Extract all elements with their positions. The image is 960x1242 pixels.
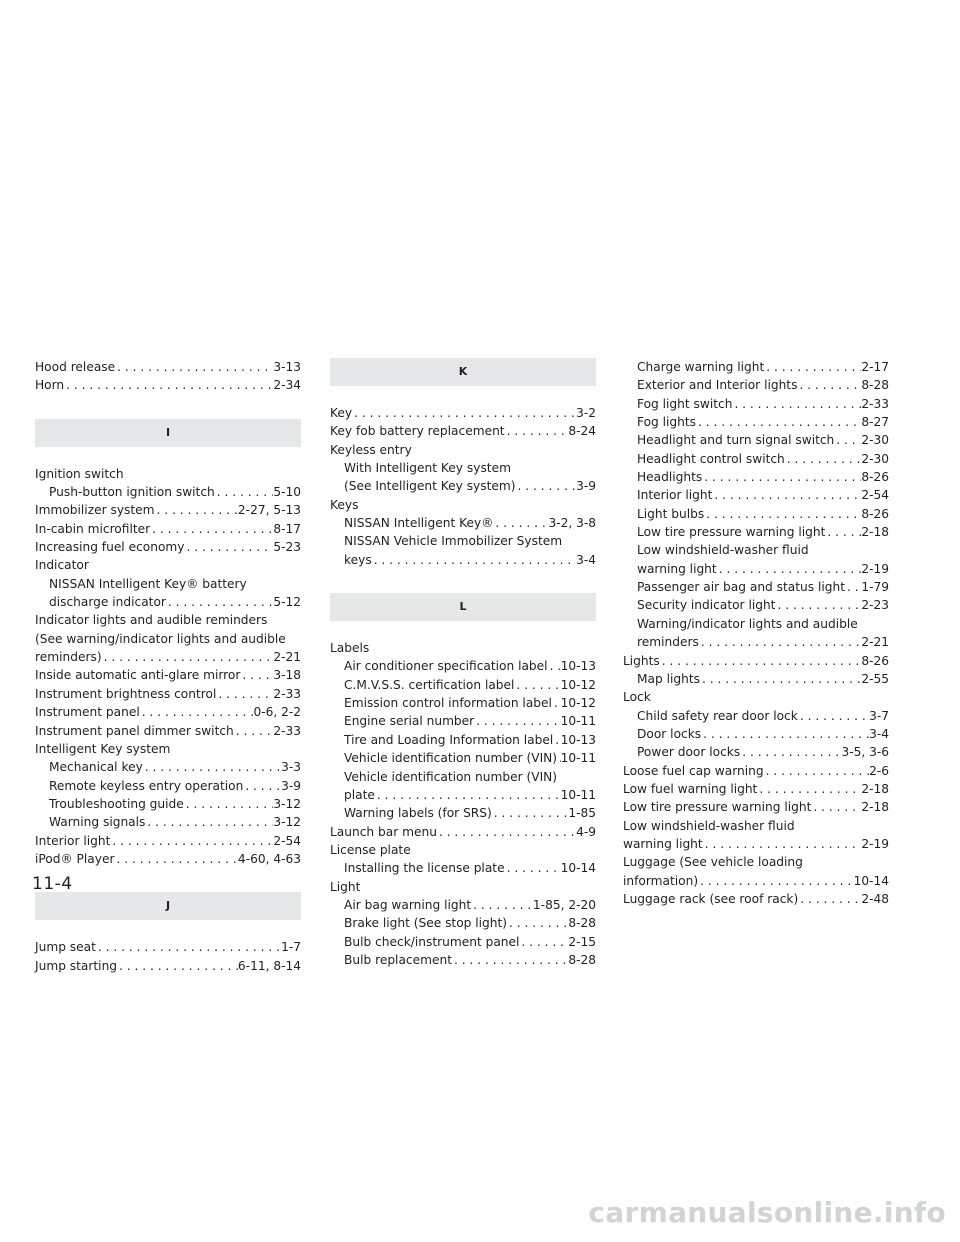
entry-term: Instrument brightness control bbox=[35, 686, 217, 701]
index-entry bbox=[35, 483, 301, 501]
index-heading: Lock bbox=[623, 690, 651, 705]
index-entry bbox=[35, 593, 301, 611]
index-entry bbox=[623, 450, 889, 468]
entry-term: Power door locks bbox=[637, 745, 741, 760]
index-entry bbox=[623, 743, 889, 761]
dot-leader bbox=[785, 450, 862, 468]
index-entry bbox=[623, 725, 889, 743]
index-heading: With Intelligent Key system bbox=[344, 461, 511, 476]
entry-term: Bulb check/instrument panel bbox=[344, 934, 520, 949]
dot-leader bbox=[660, 652, 862, 670]
dot-leader bbox=[64, 376, 273, 394]
dot-leader bbox=[757, 780, 861, 798]
entry-page-ref: 2-19 bbox=[861, 836, 889, 851]
index-entry bbox=[35, 685, 301, 703]
index-entry bbox=[35, 777, 301, 795]
dot-leader bbox=[240, 666, 273, 684]
index-entry bbox=[35, 358, 301, 376]
entry-term: warning light bbox=[623, 836, 703, 851]
dot-leader bbox=[845, 578, 861, 596]
index-entry bbox=[330, 804, 596, 822]
entry-term: Push-button ignition switch bbox=[49, 485, 215, 500]
dot-leader bbox=[775, 596, 861, 614]
index-entry bbox=[623, 376, 889, 394]
entry-term: NISSAN Intelligent Key® bbox=[344, 516, 494, 531]
section-header: L bbox=[330, 593, 596, 621]
entry-term: Key bbox=[330, 406, 353, 420]
entry-term: iPod® Player bbox=[35, 851, 115, 866]
entry-term: Emission control information label bbox=[344, 696, 552, 711]
entry-page-ref: 8-17 bbox=[273, 521, 301, 536]
dot-leader bbox=[505, 859, 561, 877]
entry-term: Door locks bbox=[637, 726, 702, 741]
entry-term: Charge warning light bbox=[637, 360, 765, 374]
index-entry bbox=[35, 501, 301, 519]
entry-term: Luggage rack (see roof rack) bbox=[623, 891, 799, 906]
dot-leader bbox=[514, 676, 560, 694]
entry-page-ref: 3-2 bbox=[576, 406, 596, 420]
entry-term: Fog light switch bbox=[637, 396, 733, 411]
index-entry bbox=[623, 780, 889, 798]
entry-term: Loose fuel cap warning bbox=[623, 763, 764, 778]
index-entry bbox=[623, 358, 889, 376]
entry-page-ref: 2-33 bbox=[273, 686, 301, 701]
dot-leader bbox=[702, 468, 861, 486]
dot-leader bbox=[798, 707, 869, 725]
index-entry bbox=[330, 404, 596, 422]
dot-leader bbox=[703, 835, 862, 853]
index-entry bbox=[35, 703, 301, 721]
entry-page-ref: 8-26 bbox=[861, 470, 889, 485]
index-entry bbox=[330, 823, 596, 841]
entry-term: Increasing fuel economy bbox=[35, 540, 185, 555]
index-entry bbox=[623, 413, 889, 431]
entry-page-ref: 3-5, 3-6 bbox=[841, 745, 889, 760]
entry-page-ref: 2-34 bbox=[273, 378, 301, 393]
index-heading: Low windshield-washer fluid bbox=[637, 543, 809, 558]
entry-term: Warning signals bbox=[49, 815, 146, 830]
dot-leader bbox=[143, 758, 281, 776]
entry-term: Tire and Loading Information label bbox=[344, 732, 554, 747]
index-entry bbox=[330, 951, 596, 969]
dot-leader bbox=[140, 703, 254, 721]
entry-page-ref: 8-28 bbox=[568, 916, 596, 931]
dot-leader bbox=[552, 694, 561, 712]
dot-leader bbox=[834, 431, 861, 449]
dot-leader bbox=[740, 743, 841, 761]
dot-leader bbox=[701, 725, 869, 743]
dot-leader bbox=[700, 670, 861, 688]
entry-page-ref: 5-12 bbox=[273, 595, 301, 610]
index-entry bbox=[623, 670, 889, 688]
entry-page-ref: 2-27, 5-13 bbox=[237, 503, 301, 518]
entry-term: Remote keyless entry operation bbox=[49, 778, 244, 793]
entry-term: Immobilizer system bbox=[35, 503, 155, 518]
entry-page-ref: 2-54 bbox=[861, 488, 889, 503]
dot-leader bbox=[492, 804, 569, 822]
entry-term: Headlight control switch bbox=[637, 451, 785, 466]
entry-term: Low fuel warning light bbox=[623, 781, 758, 796]
section-header: J bbox=[35, 892, 301, 920]
dot-leader bbox=[452, 951, 568, 969]
dot-leader bbox=[375, 786, 561, 804]
entry-page-ref: 3-12 bbox=[273, 796, 301, 811]
entry-page-ref: 2-55 bbox=[861, 671, 889, 686]
entry-page-ref: 1-79 bbox=[861, 580, 889, 595]
dot-leader bbox=[696, 413, 861, 431]
entry-term: Light bulbs bbox=[637, 506, 705, 521]
entry-term: Air conditioner specification label bbox=[344, 659, 548, 674]
entry-term: discharge indicator bbox=[49, 595, 166, 610]
dot-leader bbox=[553, 731, 560, 749]
index-entry bbox=[35, 722, 301, 740]
dot-leader bbox=[764, 358, 861, 376]
index-entry bbox=[35, 648, 301, 666]
entry-term: reminders) bbox=[35, 650, 102, 665]
index-heading: Labels bbox=[330, 641, 370, 656]
index-heading: Indicator bbox=[35, 558, 89, 573]
dot-leader bbox=[372, 551, 576, 569]
index-entry bbox=[330, 676, 596, 694]
entry-page-ref: 1-85, 2-20 bbox=[532, 897, 596, 912]
index-entry bbox=[330, 477, 596, 495]
entry-term: Low tire pressure warning light bbox=[637, 525, 826, 540]
index-entry bbox=[35, 938, 301, 956]
entry-page-ref: 6-11, 8-14 bbox=[237, 958, 301, 973]
dot-leader bbox=[507, 914, 568, 932]
entry-term: Exterior and Interior lights bbox=[637, 378, 798, 393]
dot-leader bbox=[698, 872, 853, 890]
entry-page-ref: 2-23 bbox=[861, 598, 889, 613]
entry-page-ref: 2-54 bbox=[273, 833, 301, 848]
dot-leader bbox=[712, 486, 861, 504]
index-entry bbox=[623, 707, 889, 725]
index-entry bbox=[623, 486, 889, 504]
dot-leader bbox=[102, 648, 274, 666]
index-entry bbox=[330, 694, 596, 712]
index-entry bbox=[623, 505, 889, 523]
index-entry bbox=[330, 786, 596, 804]
dot-leader bbox=[811, 798, 861, 816]
entry-page-ref: 3-2, 3-8 bbox=[548, 516, 596, 531]
dot-leader bbox=[493, 514, 548, 532]
entry-page-ref: 4-9 bbox=[576, 824, 596, 839]
entry-term: Headlights bbox=[637, 470, 703, 485]
dot-leader bbox=[110, 832, 273, 850]
index-entry bbox=[623, 762, 889, 780]
entry-term: In-cabin microfilter bbox=[35, 521, 151, 536]
entry-term: Low tire pressure warning light bbox=[623, 800, 812, 815]
index-entry bbox=[35, 376, 301, 394]
entry-term: Engine serial number bbox=[344, 714, 475, 729]
dot-leader bbox=[519, 933, 568, 951]
dot-leader bbox=[216, 685, 273, 703]
entry-page-ref: 10-11 bbox=[560, 787, 596, 802]
dot-leader bbox=[114, 850, 237, 868]
entry-page-ref: 2-21 bbox=[861, 635, 889, 650]
entry-page-ref: 2-30 bbox=[861, 433, 889, 448]
entry-page-ref: 3-4 bbox=[576, 552, 596, 567]
entry-page-ref: 2-19 bbox=[861, 561, 889, 576]
entry-term: Interior light bbox=[35, 833, 111, 848]
index-column-2 bbox=[330, 358, 596, 969]
index-heading: Light bbox=[330, 879, 361, 894]
entry-term: (See Intelligent Key system) bbox=[344, 479, 516, 494]
index-entry bbox=[623, 468, 889, 486]
entry-page-ref: 8-24 bbox=[568, 424, 596, 439]
index-entry bbox=[623, 578, 889, 596]
entry-term: Warning labels (for SRS) bbox=[344, 806, 492, 821]
index-entry bbox=[623, 560, 889, 578]
entry-term: Security indicator light bbox=[637, 598, 776, 613]
entry-term: Launch bar menu bbox=[330, 824, 437, 839]
entry-page-ref: 10-11 bbox=[560, 751, 596, 766]
dot-leader bbox=[234, 722, 274, 740]
dot-leader bbox=[166, 593, 273, 611]
index-entry bbox=[330, 914, 596, 932]
entry-page-ref: 2-18 bbox=[861, 781, 889, 796]
dot-leader bbox=[352, 404, 576, 422]
entry-term: Map lights bbox=[637, 671, 700, 686]
entry-page-ref: 2-33 bbox=[861, 396, 889, 411]
entry-page-ref: 3-9 bbox=[281, 778, 301, 793]
index-entry bbox=[35, 957, 301, 975]
entry-page-ref: 8-26 bbox=[861, 506, 889, 521]
dot-leader bbox=[548, 657, 561, 675]
dot-leader bbox=[474, 712, 560, 730]
dot-leader bbox=[155, 501, 238, 519]
index-entry bbox=[623, 872, 889, 890]
entry-term: Passenger air bag and status light bbox=[637, 580, 846, 595]
index-entry bbox=[330, 551, 596, 569]
index-entry bbox=[623, 395, 889, 413]
entry-term: Hood release bbox=[35, 360, 116, 374]
entry-page-ref: 3-9 bbox=[576, 479, 596, 494]
index-entry bbox=[330, 859, 596, 877]
dot-leader bbox=[797, 376, 861, 394]
index-heading: Vehicle identification number (VIN) bbox=[344, 769, 558, 784]
entry-term: reminders bbox=[637, 635, 699, 650]
dot-leader bbox=[717, 560, 862, 578]
section-header: K bbox=[330, 358, 596, 386]
dot-leader bbox=[215, 483, 274, 501]
entry-page-ref: 0-6, 2-2 bbox=[253, 705, 301, 720]
index-entry bbox=[623, 652, 889, 670]
dot-leader bbox=[699, 633, 862, 651]
entry-page-ref: 10-12 bbox=[560, 696, 596, 711]
entry-term: Air bag warning light bbox=[344, 897, 472, 912]
index-heading: Luggage (See vehicle loading bbox=[623, 855, 803, 870]
entry-page-ref: 3-13 bbox=[273, 360, 301, 374]
dot-leader bbox=[825, 523, 861, 541]
entry-term: Fog lights bbox=[637, 415, 697, 430]
entry-term: Bulb replacement bbox=[344, 952, 452, 967]
entry-term: Jump seat bbox=[35, 940, 96, 955]
dot-leader bbox=[437, 823, 576, 841]
index-entry bbox=[330, 422, 596, 440]
index-heading: (See warning/indicator lights and audible bbox=[35, 631, 286, 646]
dot-leader bbox=[243, 777, 281, 795]
entry-term: Troubleshooting guide bbox=[49, 796, 184, 811]
index-heading: License plate bbox=[330, 842, 411, 857]
dot-leader bbox=[185, 538, 274, 556]
entry-term: Mechanical key bbox=[49, 760, 143, 775]
entry-page-ref: 3-18 bbox=[273, 668, 301, 683]
entry-term: Lights bbox=[623, 653, 660, 668]
section-header: I bbox=[35, 419, 301, 447]
index-entry bbox=[623, 431, 889, 449]
index-column-1 bbox=[35, 358, 301, 975]
entry-page-ref: 2-15 bbox=[568, 934, 596, 949]
index-heading: NISSAN Vehicle Immobilizer System bbox=[344, 534, 563, 549]
entry-page-ref: 10-13 bbox=[560, 659, 596, 674]
dot-leader bbox=[96, 938, 281, 956]
index-heading: Keyless entry bbox=[330, 442, 412, 457]
index-heading: Intelligent Key system bbox=[35, 741, 171, 756]
entry-term: plate bbox=[344, 787, 375, 802]
entry-page-ref: 3-7 bbox=[869, 708, 889, 723]
entry-page-ref: 10-12 bbox=[560, 677, 596, 692]
index-heading: NISSAN Intelligent Key® battery bbox=[49, 576, 247, 591]
entry-page-ref: 10-14 bbox=[853, 873, 889, 888]
entry-term: warning light bbox=[637, 561, 717, 576]
entry-page-ref: 2-21 bbox=[273, 650, 301, 665]
watermark: carmanualsonline.info bbox=[588, 1196, 946, 1229]
index-entry bbox=[623, 890, 889, 908]
index-entry bbox=[330, 657, 596, 675]
index-column-3 bbox=[623, 358, 889, 908]
entry-page-ref: 8-27 bbox=[861, 415, 889, 430]
index-heading: Indicator lights and audible reminders bbox=[35, 613, 268, 628]
index-entry bbox=[330, 731, 596, 749]
dot-leader bbox=[115, 358, 273, 376]
entry-page-ref: 3-3 bbox=[281, 760, 301, 775]
entry-page-ref: 2-30 bbox=[861, 451, 889, 466]
entry-page-ref: 5-10 bbox=[273, 485, 301, 500]
index-entry bbox=[35, 520, 301, 538]
entry-page-ref: 8-26 bbox=[861, 653, 889, 668]
index-entry bbox=[35, 666, 301, 684]
dot-leader bbox=[150, 520, 273, 538]
entry-page-ref: 5-23 bbox=[273, 540, 301, 555]
entry-page-ref: 2-17 bbox=[861, 360, 889, 374]
dot-leader bbox=[798, 890, 861, 908]
entry-page-ref: 2-6 bbox=[869, 763, 889, 778]
index-entry bbox=[35, 850, 301, 868]
entry-term: Inside automatic anti-glare mirror bbox=[35, 668, 241, 683]
index-entry bbox=[623, 633, 889, 651]
entry-page-ref: 1-85 bbox=[568, 806, 596, 821]
entry-term: Jump starting bbox=[35, 958, 118, 973]
page-number: 11-4 bbox=[32, 874, 73, 894]
index-entry bbox=[35, 832, 301, 850]
index-entry bbox=[35, 795, 301, 813]
entry-page-ref: 1-7 bbox=[281, 940, 301, 955]
entry-page-ref: 2-18 bbox=[861, 525, 889, 540]
dot-leader bbox=[764, 762, 870, 780]
index-heading: Low windshield-washer fluid bbox=[623, 818, 795, 833]
entry-term: Horn bbox=[35, 378, 65, 393]
index-entry bbox=[330, 749, 596, 767]
index-heading: Keys bbox=[330, 497, 359, 512]
entry-page-ref: 2-33 bbox=[273, 723, 301, 738]
entry-term: Key fob battery replacement bbox=[330, 424, 505, 439]
dot-leader bbox=[145, 813, 273, 831]
index-entry bbox=[35, 758, 301, 776]
entry-page-ref: 10-11 bbox=[560, 714, 596, 729]
dot-leader bbox=[471, 896, 533, 914]
entry-term: Installing the license plate bbox=[344, 861, 505, 876]
index-entry bbox=[623, 596, 889, 614]
index-entry bbox=[330, 896, 596, 914]
entry-page-ref: 10-14 bbox=[560, 861, 596, 876]
index-entry bbox=[330, 514, 596, 532]
index-entry bbox=[623, 523, 889, 541]
entry-term: Headlight and turn signal switch bbox=[637, 433, 835, 448]
entry-term: Instrument panel dimmer switch bbox=[35, 723, 234, 738]
index-entry bbox=[330, 933, 596, 951]
entry-term: keys bbox=[344, 552, 372, 567]
entry-page-ref: 3-4 bbox=[869, 726, 889, 741]
index-entry bbox=[35, 538, 301, 556]
entry-term: Brake light (See stop light) bbox=[344, 916, 508, 931]
entry-page-ref: 2-18 bbox=[861, 800, 889, 815]
entry-term: Child safety rear door lock bbox=[637, 708, 798, 723]
entry-term: Interior light bbox=[637, 488, 713, 503]
entry-page-ref: 3-12 bbox=[273, 815, 301, 830]
index-heading: Ignition switch bbox=[35, 466, 124, 481]
entry-page-ref: 10-13 bbox=[560, 732, 596, 747]
dot-leader bbox=[516, 477, 577, 495]
entry-term: Instrument panel bbox=[35, 705, 140, 720]
index-entry bbox=[623, 798, 889, 816]
index-entry bbox=[35, 813, 301, 831]
entry-page-ref: 4-60, 4-63 bbox=[237, 851, 301, 866]
index-heading: Warning/indicator lights and audible bbox=[637, 616, 858, 631]
entry-term: information) bbox=[623, 873, 699, 888]
index-entry bbox=[330, 712, 596, 730]
entry-page-ref: 2-48 bbox=[861, 891, 889, 906]
entry-page-ref: 8-28 bbox=[568, 952, 596, 967]
dot-leader bbox=[184, 795, 274, 813]
entry-term: Vehicle identification number (VIN) bbox=[344, 751, 558, 766]
dot-leader bbox=[117, 957, 238, 975]
entry-page-ref: 8-28 bbox=[861, 378, 889, 393]
index-entry bbox=[623, 835, 889, 853]
dot-leader bbox=[505, 422, 569, 440]
entry-term: C.M.V.S.S. certification label bbox=[344, 677, 515, 692]
dot-leader bbox=[732, 395, 861, 413]
dot-leader bbox=[704, 505, 861, 523]
